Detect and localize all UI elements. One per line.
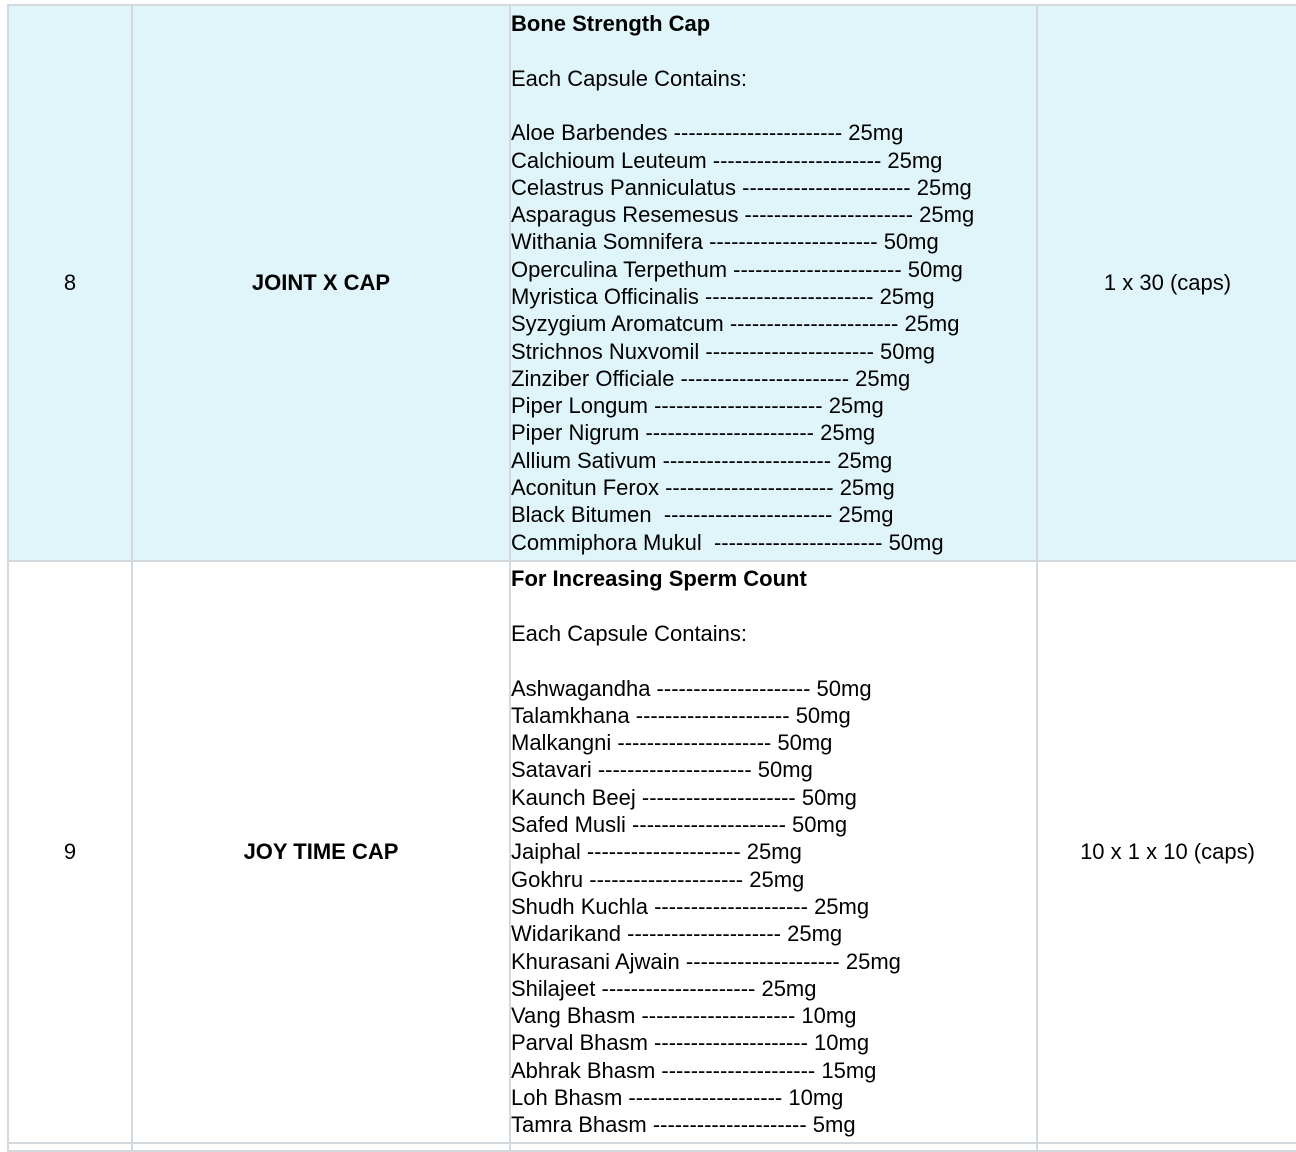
ingredient-line: Loh Bhasm --------------------- 10mg bbox=[511, 1085, 844, 1111]
ingredient-line: Safed Musli --------------------- 50mg bbox=[511, 812, 848, 838]
ingredient-line: Allium Sativum ----------------------- 25mg bbox=[511, 447, 893, 473]
ingredient-line: Abhrak Bhasm --------------------- 15mg bbox=[511, 1057, 877, 1083]
composition-heading: Each Capsule Contains: bbox=[511, 65, 748, 91]
spacer bbox=[511, 92, 1036, 119]
ingredient-line: Aconitun Ferox ----------------------- 25mg bbox=[511, 475, 895, 501]
composition-cell bbox=[510, 5, 1037, 561]
ingredient-line: Zinziber Officiale ----------------------- 25mg bbox=[511, 365, 911, 391]
spacer bbox=[511, 37, 1036, 64]
table-row bbox=[8, 561, 1296, 1143]
ingredient-line: Aloe Barbendes ----------------------- 25mg bbox=[511, 120, 904, 146]
ingredient-line: Commiphora Mukul ----------------------- 50mg bbox=[511, 529, 944, 555]
ingredient-line: Khurasani Ajwain --------------------- 25mg bbox=[511, 948, 901, 974]
ingredient-line: Syzygium Aromatcum ----------------------- 25mg bbox=[511, 311, 960, 337]
pack-size: 1 x 30 (caps) bbox=[1037, 5, 1296, 561]
ingredient-line: Celastrus Panniculatus ----------------------- 25mg bbox=[511, 174, 972, 200]
product-table bbox=[7, 4, 1296, 1152]
ingredient-line: Malkangni --------------------- 50mg bbox=[511, 730, 833, 756]
composition-cell bbox=[510, 561, 1037, 1143]
serial-number: 9 bbox=[8, 561, 132, 1143]
ingredient-line: Tamra Bhasm --------------------- 5mg bbox=[511, 1112, 856, 1138]
ingredient-line: Piper Longum ----------------------- 25mg bbox=[511, 393, 884, 419]
ingredient-line: Myristica Officinalis ----------------------- 25mg bbox=[511, 284, 935, 309]
ingredient-line: Parval Bhasm --------------------- 10mg bbox=[511, 1030, 870, 1056]
ingredient-line: Ashwagandha --------------------- 50mg bbox=[511, 675, 872, 701]
ingredient-line: Satavari --------------------- 50mg bbox=[511, 757, 813, 783]
pack-size: 10 x 1 x 10 (caps) bbox=[1037, 561, 1296, 1143]
ingredient-line: Asparagus Resemesus ----------------------- 25mg bbox=[511, 202, 975, 228]
ingredient-line: Strichnos Nuxvomil ----------------------- 50mg bbox=[511, 338, 936, 364]
spacer bbox=[511, 647, 1036, 674]
ingredient-line: Widarikand --------------------- 25mg bbox=[511, 921, 843, 947]
ingredient-line: Talamkhana --------------------- 50mg bbox=[511, 702, 851, 728]
composition-heading: Each Capsule Contains: bbox=[511, 620, 748, 646]
composition-title: Bone Strength Cap bbox=[511, 11, 711, 37]
ingredient-line: Shudh Kuchla --------------------- 25mg bbox=[511, 893, 870, 919]
ingredient-line: Withania Somnifera ----------------------- 50mg bbox=[511, 229, 939, 255]
ingredient-line: Gokhru --------------------- 25mg bbox=[511, 866, 805, 892]
composition-title: For Increasing Sperm Count bbox=[511, 566, 807, 592]
ingredient-line: Vang Bhasm --------------------- 10mg bbox=[511, 1003, 857, 1029]
ingredient-line: Jaiphal --------------------- 25mg bbox=[511, 839, 802, 865]
ingredient-line: Operculina Terpethum ----------------------- 50mg bbox=[511, 256, 963, 282]
ingredient-line: Calchioum Leuteum ----------------------- 25mg bbox=[511, 147, 943, 173]
ingredient-line: Shilajeet --------------------- 25mg bbox=[511, 975, 817, 1001]
product-name: JOY TIME CAP bbox=[132, 561, 510, 1143]
serial-number: 8 bbox=[8, 5, 132, 561]
product-name: JOINT X CAP bbox=[132, 5, 510, 561]
ingredient-line: Kaunch Beej --------------------- 50mg bbox=[511, 784, 857, 810]
spacer bbox=[511, 593, 1036, 620]
table-row bbox=[8, 5, 1296, 561]
ingredient-line: Piper Nigrum ----------------------- 25mg bbox=[511, 420, 876, 446]
ingredient-line: Black Bitumen ----------------------- 25mg bbox=[511, 502, 894, 528]
